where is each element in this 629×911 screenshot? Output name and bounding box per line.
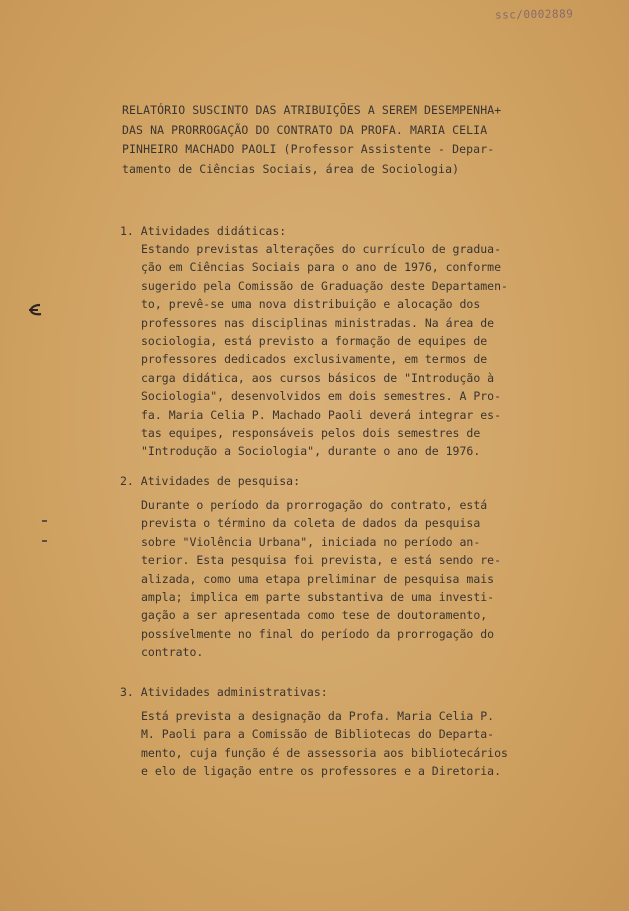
section-didactic (120, 222, 540, 461)
section-heading: 1. Atividades didáticas: (120, 224, 287, 238)
body-line: sociologia, está previsto a formação de equipes de (141, 334, 488, 349)
body-line: professores nas disciplinas ministradas. Na área de (141, 315, 495, 330)
body-line: M. Paoli para a Comissão de Bibliotecas do Departa- (141, 727, 495, 742)
section-heading: 2. Atividades de pesquisa: (120, 474, 301, 488)
body-line: tas equipes, responsáveis pelos dois semestres de (141, 426, 481, 441)
body-line: carga didática, aos cursos básicos de "Introdução à (141, 370, 495, 385)
body-line: Sociologia", desenvolvidos em dois semestres. A Pro- (141, 389, 502, 404)
margin-mark-icon (28, 302, 44, 318)
section-body (141, 707, 540, 781)
body-line: terior. Esta pesquisa foi prevista, e está sendo re- (141, 553, 502, 568)
body-line: ampla; implica em parte substantiva de uma investi- (141, 590, 495, 605)
section-administrative (120, 683, 540, 781)
body-line: Durante o período da prorrogação do contrato, está (141, 498, 488, 512)
body-line: gação a ser apresentada como tese de doutoramento, (141, 608, 488, 623)
title-line: RELATÓRIO SUSCINTO DAS ATRIBUIÇÕES A SEREM DESEMPENHA+ (122, 103, 502, 117)
body-line: contrato. (141, 645, 204, 660)
title-line: PINHEIRO MACHADO PAOLI (Professor Assistente - Depar- (122, 142, 495, 156)
section-body (141, 240, 540, 461)
margin-tick (42, 520, 47, 522)
body-line: Estando previstas alterações do currículo de gradua- (141, 242, 502, 256)
body-line: Está prevista a designação da Profa. Maria Celia P. (141, 709, 495, 723)
document-title (122, 101, 532, 179)
body-line: alizada, como uma etapa preliminar de pesquisa mais (141, 571, 495, 586)
body-line: ção em Ciências Sociais para o ano de 1976, conforme (141, 260, 502, 275)
body-line: sobre "Violência Urbana", iniciada no período an- (141, 534, 481, 549)
body-line: e elo de ligação entre os professores e a Diretoria. (141, 764, 502, 779)
section-heading: 3. Atividades administrativas: (120, 685, 328, 699)
section-research (120, 472, 540, 662)
title-line: tamento de Ciências Sociais, área de Sociologia) (122, 161, 460, 176)
body-line: "Introdução a Sociologia", durante o ano de 1976. (141, 444, 481, 459)
body-line: sugerido pela Comissão de Graduação deste Departamen- (141, 278, 508, 293)
body-line: professores dedicados exclusivamente, em termos de (141, 352, 488, 367)
title-line: DAS NA PRORROGAÇÃO DO CONTRATO DA PROFA. MARIA CELIA (122, 122, 488, 137)
archive-stamp: ssc/0002889 (494, 7, 574, 22)
section-body (141, 496, 540, 662)
margin-tick (42, 540, 47, 542)
body-line: possívelmente no final do período da prorrogação do (141, 626, 495, 641)
body-line: prevista o término da coleta de dados da pesquisa (141, 516, 481, 531)
body-line: to, prevê-se uma nova distribuição e alocação dos (141, 297, 481, 312)
body-line: fa. Maria Celia P. Machado Paoli deverá integrar es- (141, 407, 502, 422)
body-line: mento, cuja função é de assessoria aos bibliotecários (141, 745, 508, 760)
